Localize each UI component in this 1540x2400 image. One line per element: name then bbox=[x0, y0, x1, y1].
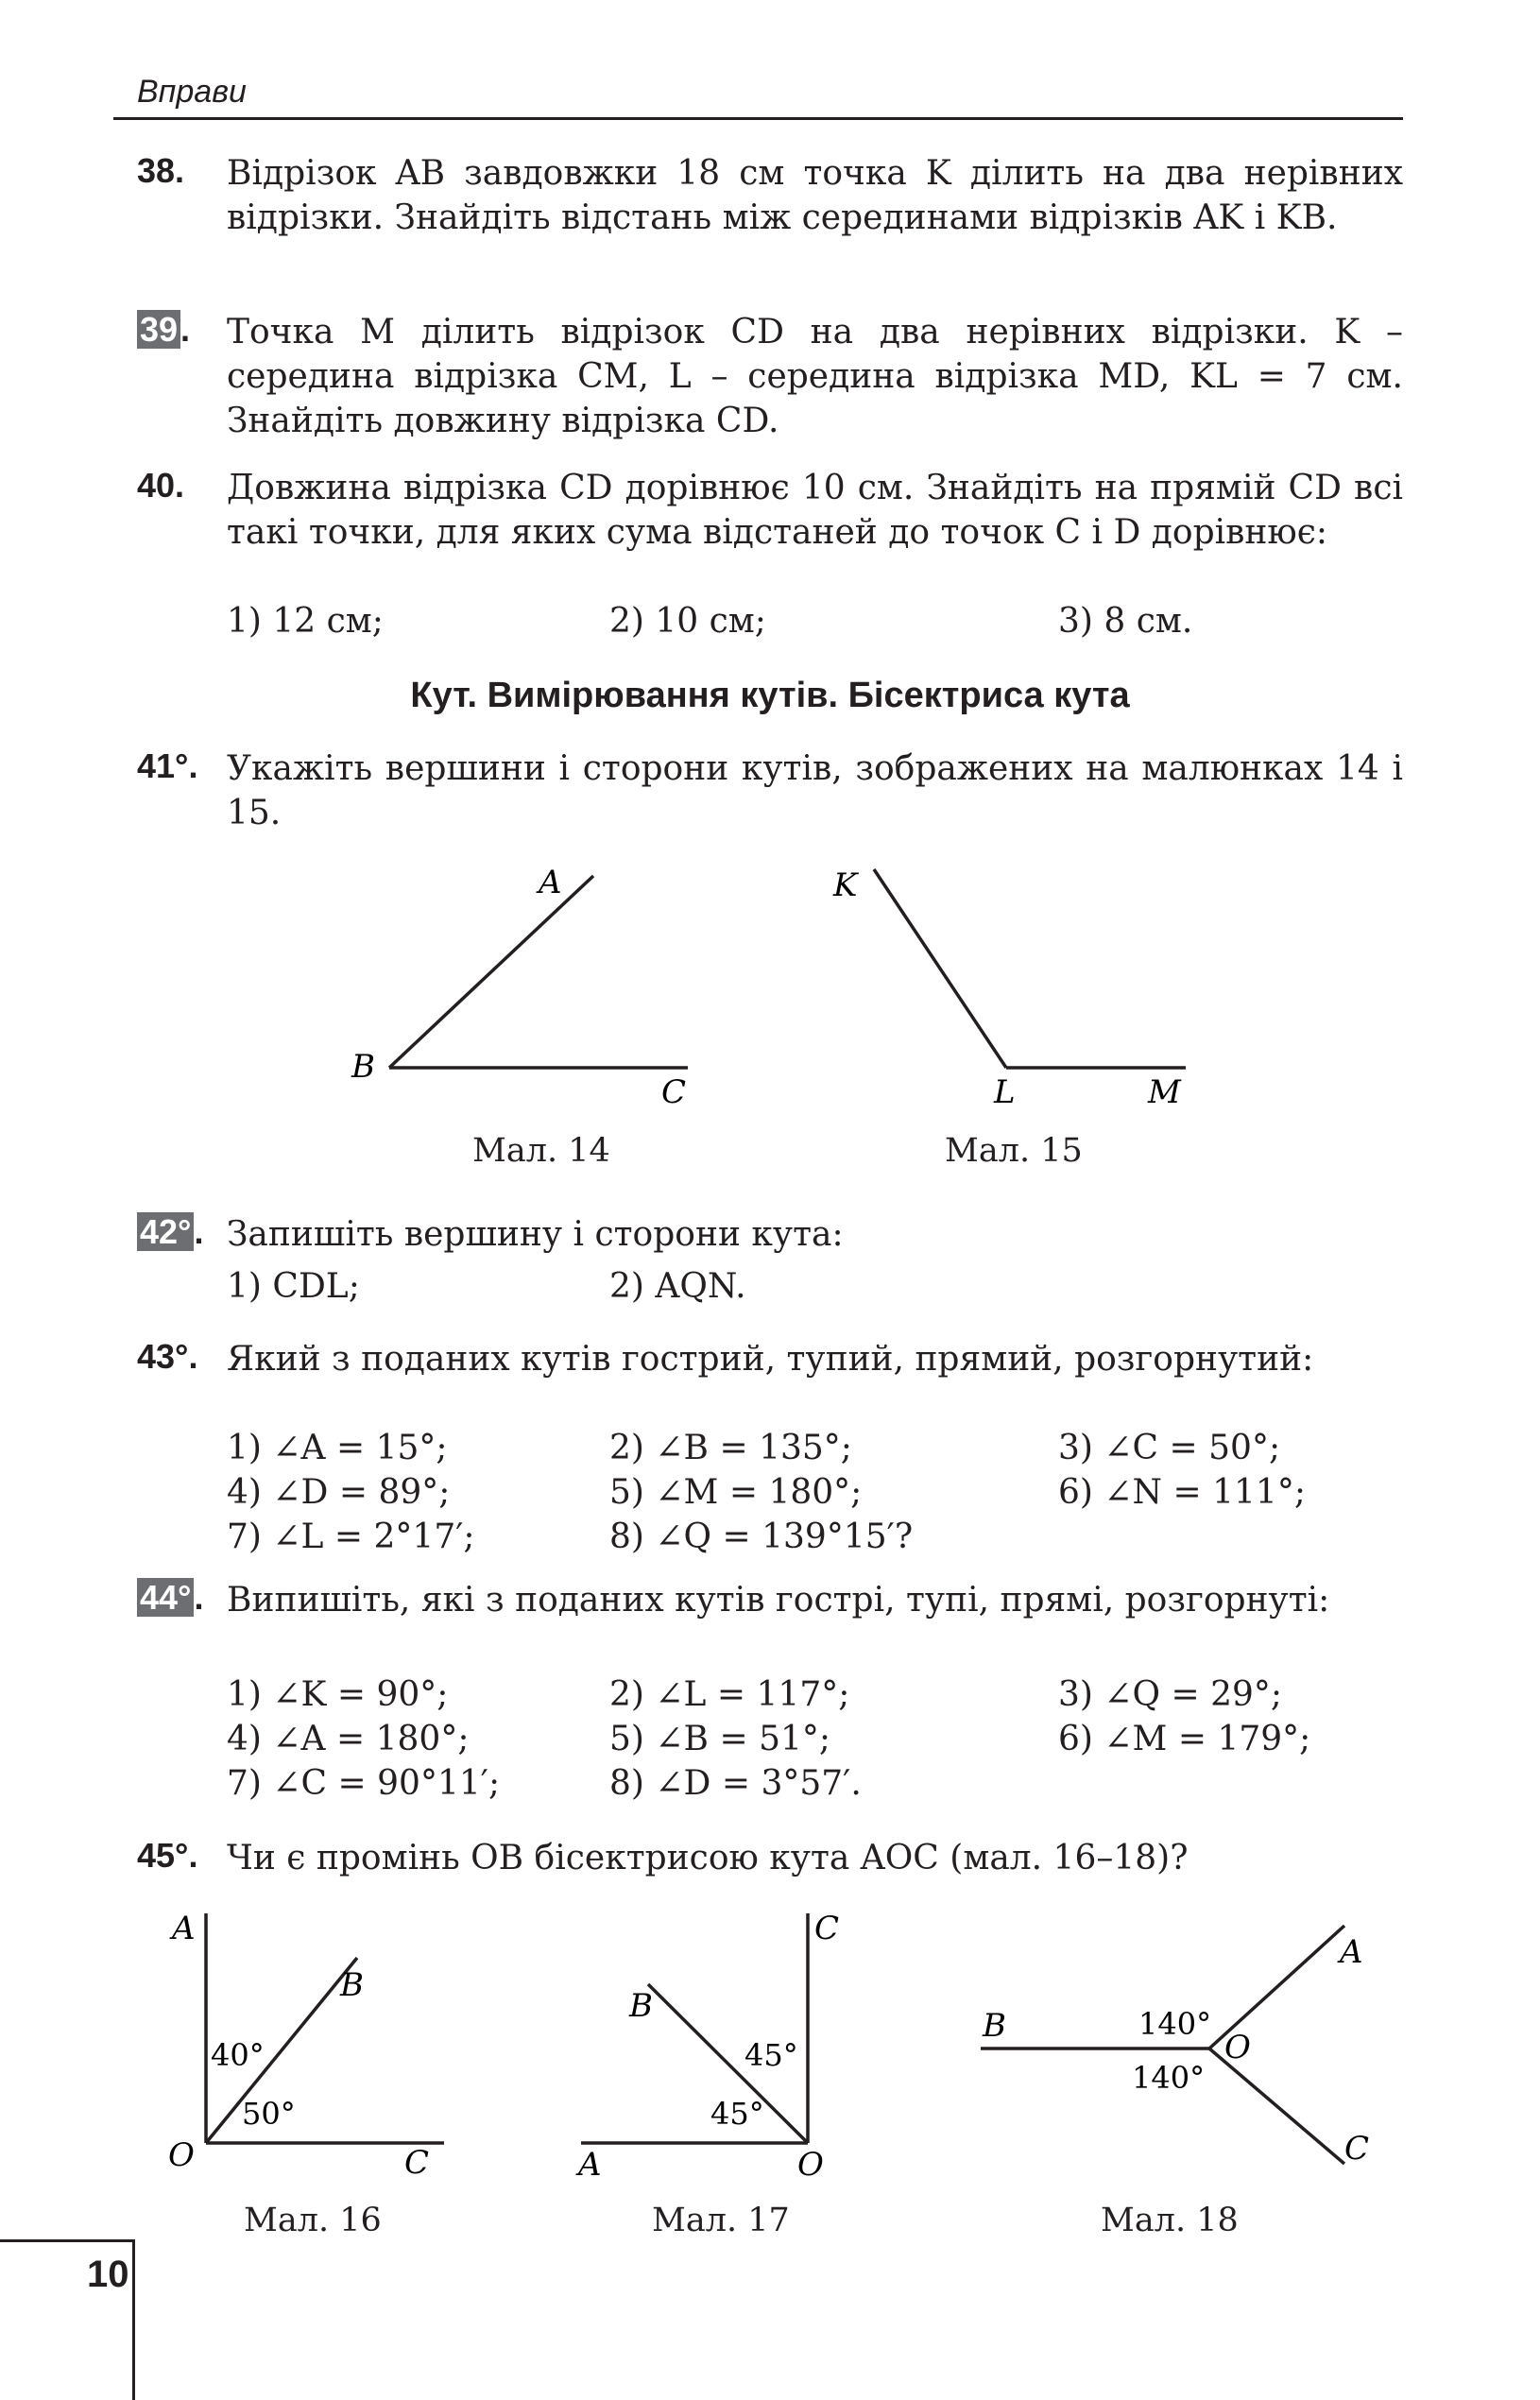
option: 6) ∠N = 111°; bbox=[1058, 1473, 1306, 1512]
figure-15-drawing bbox=[822, 855, 1200, 1120]
exercise-number-dot: . bbox=[194, 1578, 204, 1617]
point-label-l: L bbox=[994, 1073, 1016, 1111]
exercise-number: 43°. bbox=[137, 1337, 198, 1376]
option: 4) ∠D = 89°; bbox=[227, 1473, 451, 1512]
options-grid bbox=[137, 1672, 1403, 1806]
exercise-text: Чи є промінь OB бісектрисою кута AOC (мал. 16–18)? bbox=[227, 1839, 1189, 1877]
option: 3) ∠C = 50°; bbox=[1058, 1429, 1281, 1467]
point-label-b: B bbox=[340, 1966, 364, 2004]
exercise-number bbox=[137, 1212, 203, 1252]
figure-15-caption: Мал. 15 bbox=[945, 1132, 1083, 1170]
option: 7) ∠L = 2°17′; bbox=[227, 1517, 475, 1556]
exercise-text: Відрізок AB завдовжки 18 см точка K ділить на два нерівних відрізки. Знайдіть відстань між серединами відрізків AK і KB. bbox=[227, 154, 1403, 237]
point-label-b: B bbox=[983, 2007, 1006, 2045]
page-number-rule bbox=[0, 2239, 132, 2242]
point-label-c: C bbox=[661, 1073, 687, 1111]
point-label-o: O bbox=[797, 2146, 824, 2183]
option: 8) ∠D = 3°57′. bbox=[609, 1764, 862, 1803]
angle-label-boa: 140° bbox=[1138, 2006, 1212, 2042]
exercise-number-box: 44° bbox=[137, 1578, 194, 1617]
options-grid bbox=[137, 1426, 1403, 1559]
point-label-o: O bbox=[168, 2136, 195, 2174]
point-label-b: B bbox=[629, 1987, 653, 2025]
option: 8) ∠Q = 139°15′? bbox=[609, 1517, 914, 1556]
figure-16-drawing bbox=[161, 1899, 463, 2183]
figure-18 bbox=[973, 1904, 1398, 2187]
point-label-m: M bbox=[1148, 1073, 1181, 1111]
angle-label-aob: 40° bbox=[211, 2037, 265, 2073]
point-label-c: C bbox=[404, 2144, 430, 2182]
point-label-o: O bbox=[1224, 2029, 1251, 2066]
figure-18-caption: Мал. 18 bbox=[1101, 2202, 1239, 2239]
option: 1) ∠A = 15°; bbox=[227, 1429, 448, 1467]
exercise-number bbox=[137, 310, 190, 350]
option: 2) ∠B = 135°; bbox=[609, 1429, 852, 1467]
point-label-a: A bbox=[578, 2146, 602, 2183]
figure-16 bbox=[161, 1899, 463, 2183]
exercise-number-dot: . bbox=[194, 1212, 204, 1251]
exercise-number-box: 39 bbox=[137, 310, 180, 349]
exercise-number-box: 42° bbox=[137, 1212, 194, 1251]
point-label-a: A bbox=[1340, 1933, 1363, 1971]
exercise-text: Довжина відрізка CD дорівнює 10 см. Знайдіть на прямій CD всі такі точки, для яких сума відстаней до точок C і D дорівнює: bbox=[227, 469, 1403, 552]
figure-17-drawing bbox=[567, 1899, 869, 2183]
ray-lk bbox=[874, 869, 1006, 1068]
options-row bbox=[137, 1515, 1403, 1559]
figure-14 bbox=[340, 855, 718, 1120]
angle-label-boc: 45° bbox=[744, 2037, 798, 2073]
option: 7) ∠C = 90°11′; bbox=[227, 1764, 501, 1803]
option: 2) ∠L = 117°; bbox=[609, 1675, 850, 1714]
exercise-number: 41°. bbox=[137, 746, 198, 785]
exercise-text: Укажіть вершини і сторони кутів, зображених на малюнках 14 і 15. bbox=[227, 749, 1403, 832]
option: 3) 8 см. bbox=[1058, 602, 1193, 641]
option: 5) ∠B = 51°; bbox=[609, 1720, 830, 1758]
page-number: 10 bbox=[87, 2254, 129, 2295]
option: 3) ∠Q = 29°; bbox=[1058, 1675, 1283, 1714]
exercise-number: 40. bbox=[137, 466, 185, 505]
header-rule bbox=[113, 117, 1403, 120]
figure-17-caption: Мал. 17 bbox=[652, 2202, 790, 2239]
options-row bbox=[137, 1264, 1403, 1309]
angle-label-boc: 140° bbox=[1132, 2060, 1206, 2096]
exercise-number-dot: . bbox=[180, 310, 191, 349]
running-header: Вправи bbox=[137, 74, 247, 110]
option: 1) ∠K = 90°; bbox=[227, 1675, 449, 1714]
exercise-number bbox=[137, 1578, 203, 1618]
exercise-number: 38. bbox=[137, 151, 185, 190]
figure-17 bbox=[567, 1899, 869, 2183]
point-label-c: C bbox=[814, 1910, 840, 1947]
option: 1) CDL; bbox=[227, 1267, 360, 1306]
point-label-a: A bbox=[172, 1910, 196, 1947]
options-row bbox=[137, 1426, 1403, 1470]
ray-ba bbox=[389, 876, 593, 1068]
options-row bbox=[137, 1672, 1403, 1717]
section-title: Кут. Вимірювання кутів. Бісектриса кута bbox=[410, 676, 1130, 715]
options-row bbox=[137, 1761, 1403, 1806]
option: 5) ∠M = 180°; bbox=[609, 1473, 863, 1512]
page-number-rule-vertical bbox=[132, 2239, 135, 2400]
options-row bbox=[137, 1470, 1403, 1515]
exercise-text: Випишіть, які з поданих кутів гострі, тупі, прямі, розгорнуті: bbox=[227, 1581, 1330, 1620]
point-label-b: B bbox=[351, 1048, 375, 1086]
option: 2) 10 см; bbox=[609, 602, 766, 641]
point-label-k: K bbox=[833, 866, 858, 904]
point-label-c: C bbox=[1344, 2130, 1370, 2168]
angle-label-boc: 50° bbox=[242, 2096, 296, 2132]
figure-16-caption: Мал. 16 bbox=[244, 2202, 382, 2239]
exercise-text: Точка M ділить відрізок CD на два нерівних відрізки. K – середина відрізка CM, L – середина відрізка MD, KL = 7 см. Знайдіть довжину відрізка CD. bbox=[227, 313, 1403, 440]
figure-14-drawing bbox=[340, 855, 718, 1120]
figure-14-caption: Мал. 14 bbox=[472, 1132, 610, 1170]
options-row bbox=[137, 1717, 1403, 1761]
option: 1) 12 см; bbox=[227, 602, 384, 641]
angle-label-aob: 45° bbox=[710, 2096, 764, 2132]
point-label-a: A bbox=[539, 864, 562, 901]
option: 2) AQN. bbox=[609, 1267, 746, 1306]
option: 6) ∠M = 179°; bbox=[1058, 1720, 1311, 1758]
option: 4) ∠A = 180°; bbox=[227, 1720, 470, 1758]
options-row bbox=[137, 599, 1403, 643]
exercise-number: 45°. bbox=[137, 1836, 198, 1875]
exercise-text: Який з поданих кутів гострий, тупий, прямий, розгорнутий: bbox=[227, 1340, 1314, 1379]
figure-18-drawing bbox=[973, 1904, 1398, 2187]
figure-15 bbox=[822, 855, 1200, 1120]
exercise-text: Запишіть вершину і сторони кута: bbox=[227, 1215, 844, 1254]
